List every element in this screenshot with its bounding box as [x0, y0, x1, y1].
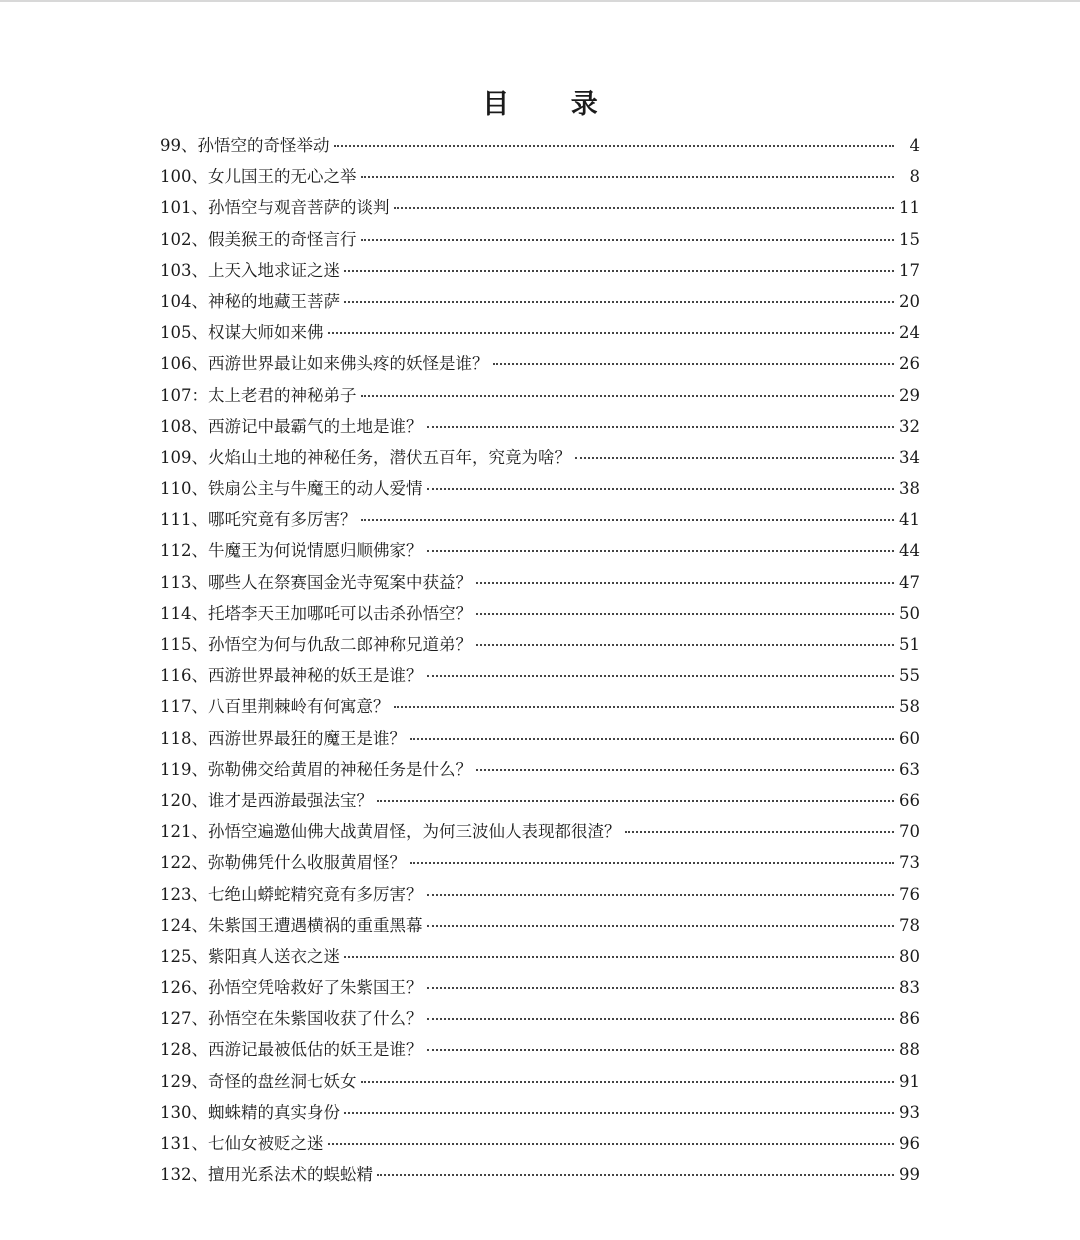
dot-leader	[476, 612, 894, 615]
toc-entry-title: 117、八百里荆棘岭有何寓意？	[160, 697, 390, 717]
dot-leader	[377, 1173, 894, 1176]
toc-entry-title: 111、哪吒究竟有多厉害？	[160, 510, 357, 530]
toc-entry-title: 104、神秘的地藏王菩萨	[160, 291, 340, 311]
toc-entry-page-number: 26	[899, 354, 920, 374]
toc-entry-title: 106、西游世界最让如来佛头疼的妖怪是谁？	[160, 354, 489, 374]
toc-entry-title: 112、牛魔王为何说情愿归顺佛家？	[160, 541, 423, 561]
dot-leader	[344, 269, 894, 272]
toc-entry[interactable]	[160, 660, 920, 691]
toc-entry-title: 109、火焰山土地的神秘任务，潜伏五百年，究竟为啥？	[160, 447, 571, 467]
toc-entry-title: 127、孙悟空在朱紫国收获了什么？	[160, 1009, 423, 1029]
toc-entry-page-number: 91	[899, 1071, 920, 1091]
toc-entry[interactable]	[160, 816, 920, 847]
dot-leader	[344, 300, 894, 303]
toc-entry-title: 103、上天入地求证之迷	[160, 260, 340, 280]
toc-entry[interactable]	[160, 1066, 920, 1097]
dot-leader	[361, 394, 895, 397]
toc-entry[interactable]	[160, 442, 920, 473]
toc-entry[interactable]	[160, 317, 920, 348]
toc-entry-title: 116、西游世界最神秘的妖王是谁？	[160, 666, 423, 686]
toc-entry-title: 114、托塔李天王加哪吒可以击杀孙悟空？	[160, 603, 472, 623]
toc-entry-page-number: 34	[899, 447, 920, 467]
toc-entry[interactable]	[160, 535, 920, 566]
toc-entry-page-number: 51	[899, 635, 920, 654]
toc-entry-page-number: 55	[899, 666, 920, 686]
toc-entry-page-number: 44	[899, 541, 920, 561]
toc-entry[interactable]	[160, 598, 920, 629]
toc-entry-title: 125、紫阳真人送衣之迷	[160, 946, 340, 966]
table-of-contents	[160, 130, 920, 1190]
dot-leader	[377, 799, 894, 802]
page-title: 目 录	[482, 89, 624, 120]
toc-entry[interactable]	[160, 972, 920, 1003]
toc-entry[interactable]	[160, 411, 920, 442]
dot-leader	[625, 830, 895, 833]
dot-leader	[427, 986, 895, 989]
toc-entry-page-number: 73	[899, 853, 920, 873]
dot-leader	[427, 1048, 895, 1051]
toc-entry-page-number: 58	[899, 697, 920, 717]
toc-entry[interactable]	[160, 130, 920, 161]
dot-leader	[575, 456, 894, 459]
toc-entry[interactable]	[160, 1159, 920, 1190]
toc-entry[interactable]	[160, 473, 920, 504]
toc-entry-page-number: 50	[899, 603, 920, 623]
dot-leader	[361, 1080, 895, 1083]
toc-entry[interactable]	[160, 255, 920, 286]
toc-entry[interactable]	[160, 691, 920, 722]
toc-entry-title: 115、孙悟空为何与仇敌二郎神称兄道弟？	[160, 635, 472, 654]
toc-entry-page-number: 32	[899, 416, 920, 436]
toc-entry-page-number: 76	[899, 884, 920, 904]
dot-leader	[476, 768, 894, 771]
toc-entry-title: 129、奇怪的盘丝洞七妖女	[160, 1071, 357, 1091]
dot-leader	[427, 924, 895, 927]
toc-entry-page-number: 4	[909, 136, 920, 155]
toc-entry-title: 118、西游世界最狂的魔王是谁？	[160, 728, 406, 748]
dot-leader	[427, 893, 895, 896]
toc-entry-page-number: 83	[899, 978, 920, 998]
toc-entry-page-number: 24	[899, 323, 920, 343]
toc-entry-page-number: 41	[899, 510, 920, 530]
toc-entry-title: 126、孙悟空凭啥救好了朱紫国王？	[160, 978, 423, 998]
toc-entry-title: 99、孙悟空的奇怪举动	[160, 136, 330, 155]
dot-leader	[427, 674, 895, 677]
toc-entry-page-number: 99	[899, 1165, 920, 1185]
toc-entry[interactable]	[160, 910, 920, 941]
toc-entry-page-number: 80	[899, 946, 920, 966]
dot-leader	[427, 487, 895, 490]
dot-leader	[394, 206, 895, 209]
toc-entry-title: 113、哪些人在祭赛国金光寺冤案中获益？	[160, 572, 472, 592]
toc-entry-page-number: 38	[899, 479, 920, 499]
toc-entry-title: 121、孙悟空遍邀仙佛大战黄眉怪，为何三波仙人表现都很渣？	[160, 822, 621, 842]
toc-entry[interactable]	[160, 380, 920, 411]
toc-entry-title: 130、蜘蛛精的真实身份	[160, 1102, 340, 1122]
toc-entry-page-number: 88	[899, 1040, 920, 1060]
toc-entry[interactable]	[160, 1034, 920, 1065]
toc-entry-title: 107：太上老君的神秘弟子	[160, 385, 357, 405]
toc-entry-title: 124、朱紫国王遭遇横祸的重重黑幕	[160, 915, 423, 935]
toc-entry[interactable]	[160, 754, 920, 785]
toc-entry-page-number: 60	[899, 728, 920, 748]
dot-leader	[334, 144, 895, 147]
dot-leader	[394, 705, 895, 708]
toc-entry-title: 100、女儿国王的无心之举	[160, 167, 357, 187]
toc-entry-title: 128、西游记最被低估的妖王是谁？	[160, 1040, 423, 1060]
toc-entry-page-number: 20	[899, 291, 920, 311]
toc-entry-title: 120、谁才是西游最强法宝？	[160, 790, 373, 810]
toc-entry-title: 105、权谋大师如来佛	[160, 323, 324, 343]
toc-entry[interactable]	[160, 1097, 920, 1128]
toc-entry-page-number: 78	[899, 915, 920, 935]
toc-entry-page-number: 15	[899, 229, 920, 249]
dot-leader	[361, 518, 895, 521]
toc-entry-title: 131、七仙女被贬之迷	[160, 1134, 324, 1153]
toc-entry[interactable]	[160, 286, 920, 317]
dot-leader	[410, 737, 894, 740]
dot-leader	[344, 955, 894, 958]
toc-entry-page-number: 47	[899, 572, 920, 592]
toc-entry[interactable]	[160, 847, 920, 878]
toc-entry[interactable]	[160, 224, 920, 255]
toc-entry-title: 132、擅用光系法术的蜈蚣精	[160, 1165, 373, 1185]
dot-leader	[476, 643, 894, 646]
dot-leader	[427, 425, 895, 428]
toc-entry[interactable]	[160, 1128, 920, 1159]
toc-entry-page-number: 17	[899, 260, 920, 280]
dot-leader	[476, 581, 894, 584]
dot-leader	[344, 1111, 894, 1114]
dot-leader	[328, 1142, 895, 1145]
toc-entry[interactable]	[160, 567, 920, 598]
toc-entry-title: 101、孙悟空与观音菩萨的谈判	[160, 198, 390, 218]
toc-entry[interactable]	[160, 504, 920, 535]
dot-leader	[493, 362, 895, 365]
toc-entry[interactable]	[160, 941, 920, 972]
dot-leader	[361, 238, 895, 241]
toc-entry[interactable]	[160, 1003, 920, 1034]
toc-entry-page-number: 29	[899, 385, 920, 405]
toc-entry[interactable]	[160, 879, 920, 910]
toc-entry[interactable]	[160, 192, 920, 223]
toc-entry[interactable]	[160, 723, 920, 754]
toc-entry[interactable]	[160, 785, 920, 816]
toc-entry-title: 119、弥勒佛交给黄眉的神秘任务是什么？	[160, 759, 472, 779]
toc-entry-title: 110、铁扇公主与牛魔王的动人爱情	[160, 479, 423, 499]
toc-entry[interactable]	[160, 161, 920, 192]
toc-entry[interactable]	[160, 629, 920, 660]
toc-entry-title: 108、西游记中最霸气的土地是谁？	[160, 416, 423, 436]
toc-entry-page-number: 96	[899, 1134, 920, 1153]
dot-leader	[410, 861, 894, 864]
dot-leader	[427, 549, 895, 552]
toc-entry-page-number: 66	[899, 790, 920, 810]
toc-entry[interactable]	[160, 348, 920, 379]
toc-entry-page-number: 86	[899, 1009, 920, 1029]
toc-entry-page-number: 63	[899, 759, 920, 779]
toc-entry-page-number: 11	[899, 198, 920, 218]
toc-entry-title: 122、弥勒佛凭什么收服黄眉怪？	[160, 853, 406, 873]
toc-entry-title: 123、七绝山蟒蛇精究竟有多厉害？	[160, 884, 423, 904]
dot-leader	[328, 331, 895, 334]
toc-entry-title: 102、假美猴王的奇怪言行	[160, 229, 357, 249]
dot-leader	[427, 1017, 895, 1020]
toc-entry-page-number: 70	[899, 822, 920, 842]
toc-entry-page-number: 8	[909, 167, 920, 187]
toc-entry-page-number: 93	[899, 1102, 920, 1122]
dot-leader	[361, 175, 895, 178]
